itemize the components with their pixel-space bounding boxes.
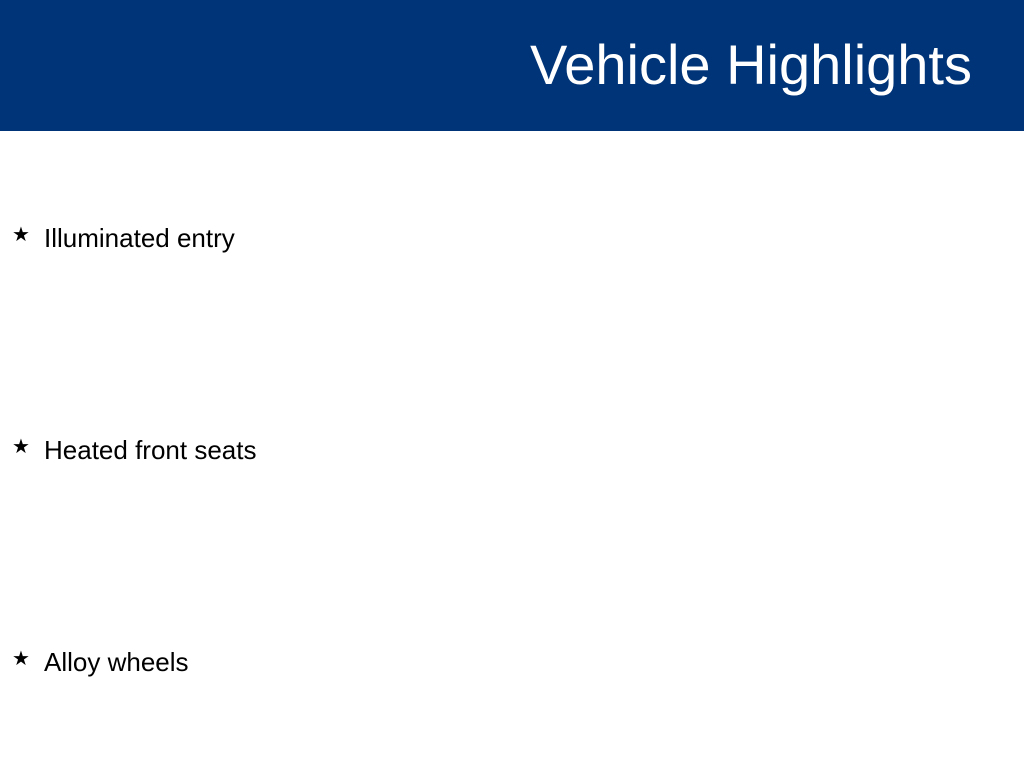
title-bar [0,0,1024,131]
highlight-label: Heated front seats [44,435,257,465]
star-icon: ★ [12,224,30,246]
page-title: Vehicle Highlights [529,33,972,96]
star-icon: ★ [12,648,30,670]
list-item [12,222,235,254]
highlight-label: Illuminated entry [44,223,235,253]
list-item [12,434,256,466]
list-item [12,646,189,678]
highlight-label: Alloy wheels [44,647,189,677]
star-icon: ★ [12,436,30,458]
